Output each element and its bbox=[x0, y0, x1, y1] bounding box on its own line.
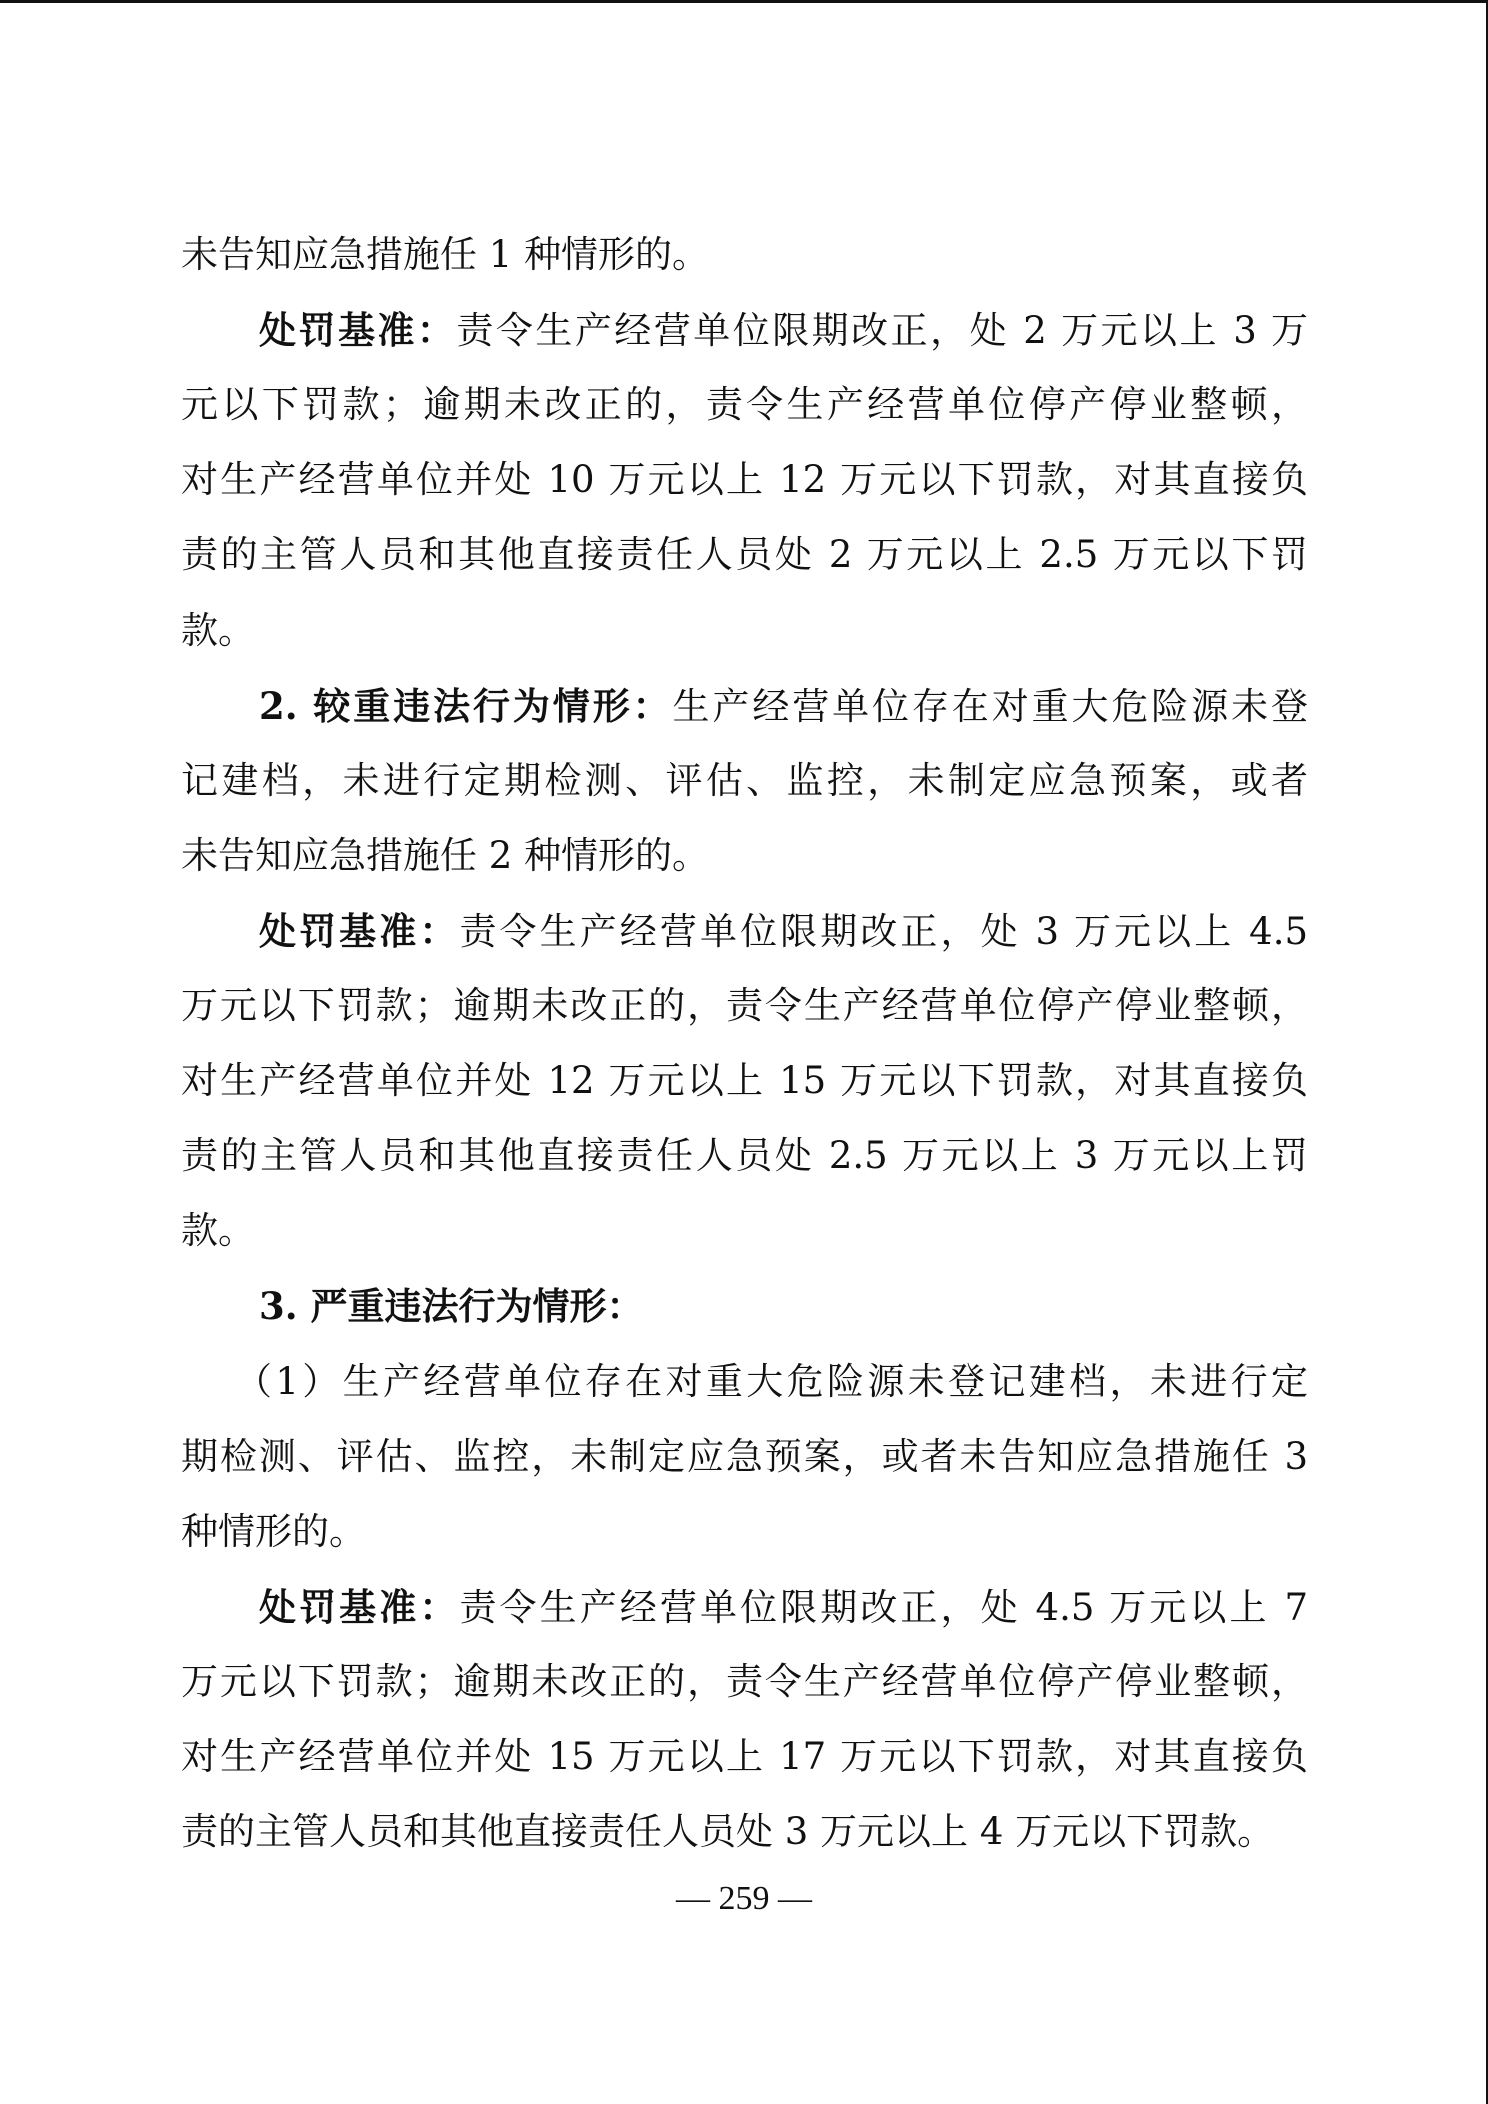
line-text: 生产经营单位存在对重大危险源未登 bbox=[672, 684, 1308, 728]
line-text: 款。 bbox=[181, 1209, 255, 1253]
line-text: 对生产经营单位并处 10 万元以上 12 万元以下罚款，对其直接负 bbox=[181, 458, 1308, 502]
line-text: 元以下罚款；逾期未改正的，责令生产经营单位停产停业整顿， bbox=[181, 383, 1308, 427]
line-text: 责令生产经营单位限期改正，处 3 万元以上 4.5 bbox=[459, 909, 1308, 953]
line-text: 对生产经营单位并处 12 万元以上 15 万元以下罚款，对其直接负 bbox=[181, 1059, 1308, 1103]
line-text: 对生产经营单位并处 15 万元以上 17 万元以下罚款，对其直接负 bbox=[181, 1735, 1308, 1778]
text-line bbox=[181, 1205, 1308, 1257]
line-text: 责的主管人员和其他直接责任人员处 3 万元以上 4 万元以下罚款。 bbox=[181, 1810, 1275, 1854]
page-top-border bbox=[0, 0, 1488, 3]
line-text: 万元以下罚款；逾期未改正的，责令生产经营单位停产停业整顿， bbox=[181, 1659, 1308, 1703]
text-line bbox=[181, 529, 1308, 581]
text-line bbox=[181, 980, 1308, 1032]
line-text: 万元以下罚款；逾期未改正的，责令生产经营单位停产停业整顿， bbox=[181, 984, 1308, 1027]
line-text: 款。 bbox=[181, 608, 255, 652]
text-line bbox=[235, 1356, 1308, 1408]
text-line bbox=[181, 1806, 1308, 1858]
text-line bbox=[259, 680, 1308, 732]
paragraph-heading: 处罚基准： bbox=[259, 908, 460, 953]
paragraph-heading: 2. 较重违法行为情形： bbox=[259, 683, 673, 728]
text-line bbox=[259, 905, 1308, 957]
line-text: （1）生产经营单位存在对重大危险源未登记建档，未进行定 bbox=[235, 1359, 1308, 1403]
text-line bbox=[259, 1280, 1308, 1332]
text-line bbox=[181, 1506, 1308, 1558]
line-text: 未告知应急措施任 2 种情形的。 bbox=[181, 833, 710, 877]
text-line bbox=[181, 229, 1308, 281]
paragraph-heading: 3. 严重违法行为情形： bbox=[259, 1284, 644, 1329]
text-line bbox=[181, 605, 1308, 657]
text-line bbox=[181, 1130, 1308, 1182]
paragraph-heading: 处罚基准： bbox=[259, 1584, 460, 1629]
text-line bbox=[181, 1431, 1308, 1483]
line-text: 责的主管人员和其他直接责任人员处 2.5 万元以上 3 万元以上罚 bbox=[181, 1134, 1308, 1178]
line-text: 未告知应急措施任 1 种情形的。 bbox=[181, 233, 710, 276]
text-line bbox=[181, 454, 1308, 506]
text-line bbox=[181, 1656, 1308, 1708]
line-text: 责的主管人员和其他直接责任人员处 2 万元以上 2.5 万元以下罚 bbox=[181, 533, 1308, 577]
text-line bbox=[181, 379, 1308, 431]
line-text: 责令生产经营单位限期改正，处 4.5 万元以上 7 bbox=[459, 1585, 1308, 1629]
text-line bbox=[181, 1055, 1308, 1107]
text-line bbox=[181, 755, 1308, 807]
text-line bbox=[181, 1731, 1308, 1783]
page-number: — 259 — bbox=[676, 1880, 812, 1917]
text-line bbox=[259, 1581, 1308, 1633]
line-text: 期检测、评估、监控，未制定应急预案，或者未告知应急措施任 3 bbox=[181, 1434, 1308, 1478]
line-text: 种情形的。 bbox=[181, 1509, 366, 1553]
line-text: 责令生产经营单位限期改正，处 2 万元以上 3 万 bbox=[456, 309, 1308, 353]
line-text: 记建档，未进行定期检测、评估、监控，未制定应急预案，或者 bbox=[181, 758, 1308, 802]
paragraph-heading: 处罚基准： bbox=[259, 308, 457, 353]
text-line bbox=[259, 304, 1308, 356]
text-line bbox=[181, 830, 1308, 882]
